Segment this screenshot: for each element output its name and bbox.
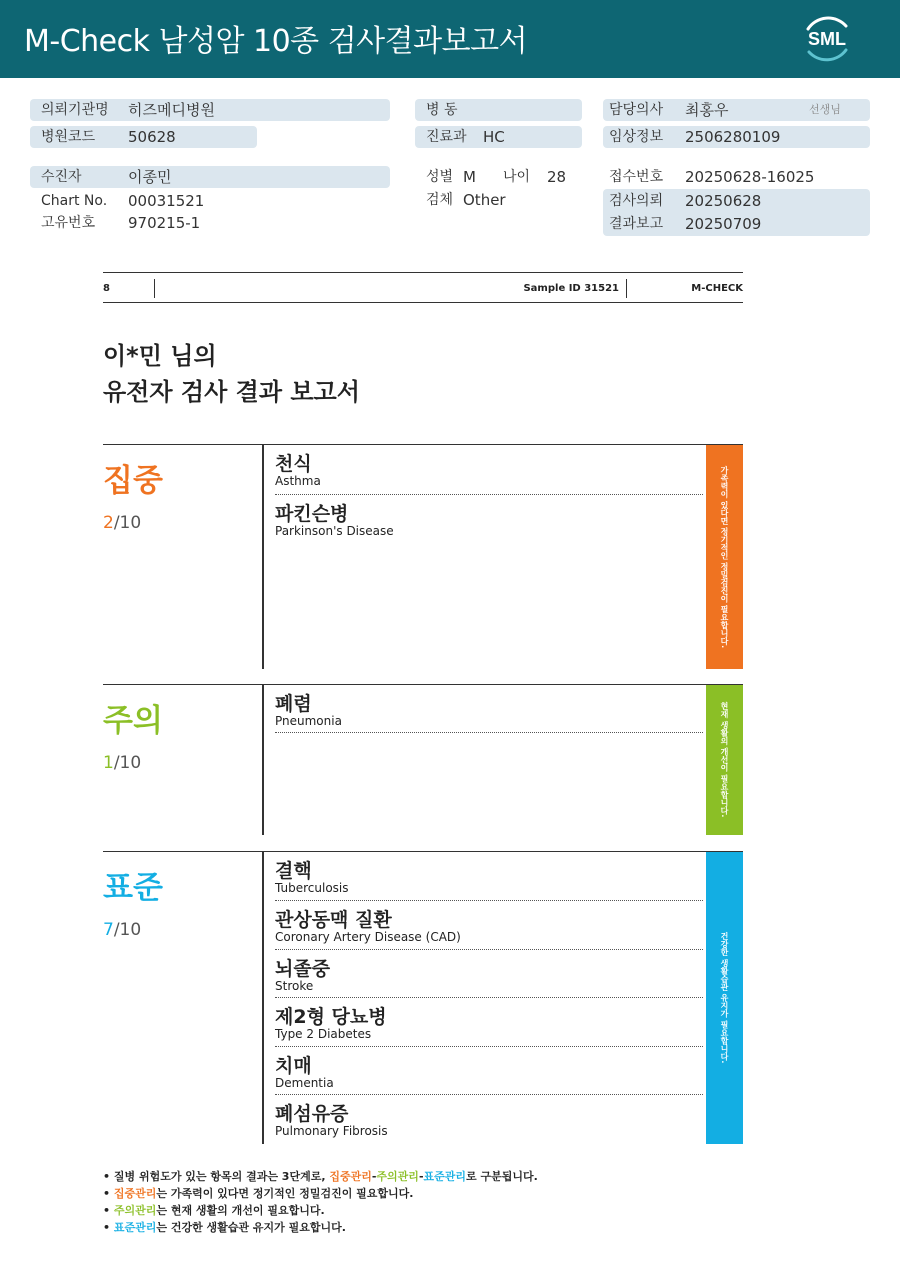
report-date-label: 결과보고 — [609, 216, 664, 232]
receipt-label: 접수번호 — [609, 169, 664, 185]
unique-id-label: 고유번호 — [41, 215, 96, 231]
age-label: 나이 — [503, 169, 531, 185]
sml-logo-icon — [800, 12, 854, 66]
count-value: 2 — [103, 513, 114, 533]
header-divider — [626, 279, 627, 298]
section-focus — [103, 444, 743, 670]
footnote: • 집중관리는 가족력이 있다면 정기적인 정밀검진이 필요합니다. — [103, 1187, 414, 1200]
side-band-standard — [706, 852, 743, 1144]
patient-name-row — [30, 166, 390, 188]
list-item — [275, 1047, 703, 1095]
section-name: 표준 — [103, 870, 163, 906]
request-report-block — [603, 189, 870, 236]
sample-id: Sample ID 31521 — [523, 283, 619, 294]
list-item — [275, 950, 703, 998]
patient-name-value: 이종민 — [128, 168, 172, 186]
age-value: 28 — [547, 168, 567, 186]
doctor-suffix: 선생님 — [809, 103, 841, 116]
hospital-code-value: 50628 — [128, 128, 176, 146]
disease-name-en: Dementia — [275, 1076, 334, 1090]
section-name: 집중 — [103, 463, 163, 499]
report-date-value: 20250709 — [685, 215, 762, 233]
footnote: • 주의관리는 현재 생활의 개선이 필요합니다. — [103, 1204, 325, 1217]
unique-id-value: 970215-1 — [128, 214, 201, 232]
doctor-row — [603, 99, 870, 121]
ward-label: 병 동 — [426, 102, 458, 118]
list-item — [275, 685, 703, 733]
disease-name-ko: 천식 — [275, 453, 312, 475]
disease-name-en: Type 2 Diabetes — [275, 1027, 372, 1041]
dept-row — [415, 126, 582, 148]
specimen-value: Other — [463, 191, 506, 209]
institution-row — [30, 99, 390, 121]
side-band-text: 현재 생활의 개선이 필요합니다. — [720, 702, 729, 818]
report-page-header — [103, 272, 743, 303]
clinical-value: 2506280109 — [685, 128, 781, 146]
disease-name-en: Stroke — [275, 979, 314, 993]
disease-name-en: Pulmonary Fibrosis — [275, 1124, 388, 1138]
institution-label: 의뢰기관명 — [41, 102, 109, 118]
disease-name-ko: 관상동맥 질환 — [275, 909, 392, 931]
count-total: /10 — [113, 920, 142, 940]
sex-value: M — [463, 168, 476, 186]
count-total: /10 — [113, 753, 142, 773]
chart-label: Chart No. — [41, 193, 108, 209]
section-divider — [262, 852, 264, 1144]
disease-name-en: Parkinson's Disease — [275, 524, 394, 538]
report-title: M-Check 남성암 10종 검사결과보고서 — [24, 24, 528, 59]
disease-name-ko: 폐렴 — [275, 693, 312, 715]
ward-row — [415, 99, 582, 121]
section-caution — [103, 684, 743, 836]
doctor-label: 담당의사 — [609, 102, 664, 118]
count-value: 7 — [103, 920, 114, 940]
list-item — [275, 1095, 703, 1144]
brand-label: M-CHECK — [691, 283, 743, 294]
sex-label: 성별 — [426, 169, 454, 185]
disease-name-en: Coronary Artery Disease (CAD) — [275, 930, 461, 944]
chart-value: 00031521 — [128, 192, 205, 210]
list-item — [275, 495, 703, 545]
list-item — [275, 445, 703, 495]
list-item — [275, 998, 703, 1047]
hospital-code-row — [30, 126, 257, 148]
institution-value: 히즈메디병원 — [128, 101, 215, 119]
count-total: /10 — [113, 513, 142, 533]
section-count — [103, 920, 141, 940]
side-band-text: 가족력이 있다면 정기적인 정밀검진이 필요합니다. — [720, 465, 729, 649]
list-item — [275, 852, 703, 901]
disease-name-en: Pneumonia — [275, 714, 342, 728]
header-divider — [154, 279, 155, 298]
count-value: 1 — [103, 753, 114, 773]
hospital-code-label: 병원코드 — [41, 129, 96, 145]
page-number: 8 — [103, 283, 110, 294]
specimen-label: 검체 — [426, 192, 454, 208]
disease-name-en: Tuberculosis — [275, 881, 349, 895]
section-count — [103, 753, 141, 773]
request-label: 검사의뢰 — [609, 193, 664, 209]
side-band-focus — [706, 445, 743, 669]
footnote: • 표준관리는 건강한 생활습관 유지가 필요합니다. — [103, 1221, 346, 1234]
request-value: 20250628 — [685, 192, 762, 210]
disease-name-ko: 치매 — [275, 1055, 312, 1077]
clinical-row — [603, 126, 870, 148]
section-count — [103, 513, 141, 533]
disease-name-ko: 폐섬유증 — [275, 1103, 349, 1125]
report-header — [0, 0, 900, 78]
unique-id-row — [30, 212, 390, 234]
sex-age-row — [415, 166, 582, 188]
disease-name-ko: 파킨슨병 — [275, 503, 349, 525]
footnote: • 질병 위험도가 있는 항목의 결과는 3단계로, 집중관리-주의관리-표준관리로 구분됩니다. — [103, 1170, 538, 1183]
dept-value: HC — [483, 128, 505, 146]
section-divider — [262, 685, 264, 835]
disease-name-ko: 뇌졸중 — [275, 958, 331, 980]
specimen-row — [415, 189, 582, 211]
logo-text: SML — [808, 29, 846, 49]
disease-name-ko: 결핵 — [275, 860, 312, 882]
receipt-row — [603, 166, 870, 188]
receipt-value: 20250628-16025 — [685, 168, 815, 186]
dept-label: 진료과 — [426, 129, 467, 145]
section-divider — [262, 445, 264, 669]
greeting-line-1: 이*민 님의 — [103, 342, 217, 370]
greeting — [103, 338, 360, 410]
greeting-line-2: 유전자 검사 결과 보고서 — [103, 378, 360, 406]
disease-name-en: Asthma — [275, 474, 321, 488]
clinical-label: 임상정보 — [609, 129, 664, 145]
section-name: 주의 — [103, 703, 163, 739]
chart-row — [30, 190, 390, 212]
disease-name-ko: 제2형 당뇨병 — [275, 1006, 387, 1028]
patient-name-label: 수진자 — [41, 169, 82, 185]
side-band-caution — [706, 685, 743, 835]
side-band-text: 건강한 생활습관 유지가 필요합니다. — [720, 932, 729, 1064]
list-item — [275, 901, 703, 950]
section-standard — [103, 851, 743, 1145]
footnotes — [103, 1168, 538, 1236]
doctor-value: 최홍우 — [685, 101, 729, 119]
